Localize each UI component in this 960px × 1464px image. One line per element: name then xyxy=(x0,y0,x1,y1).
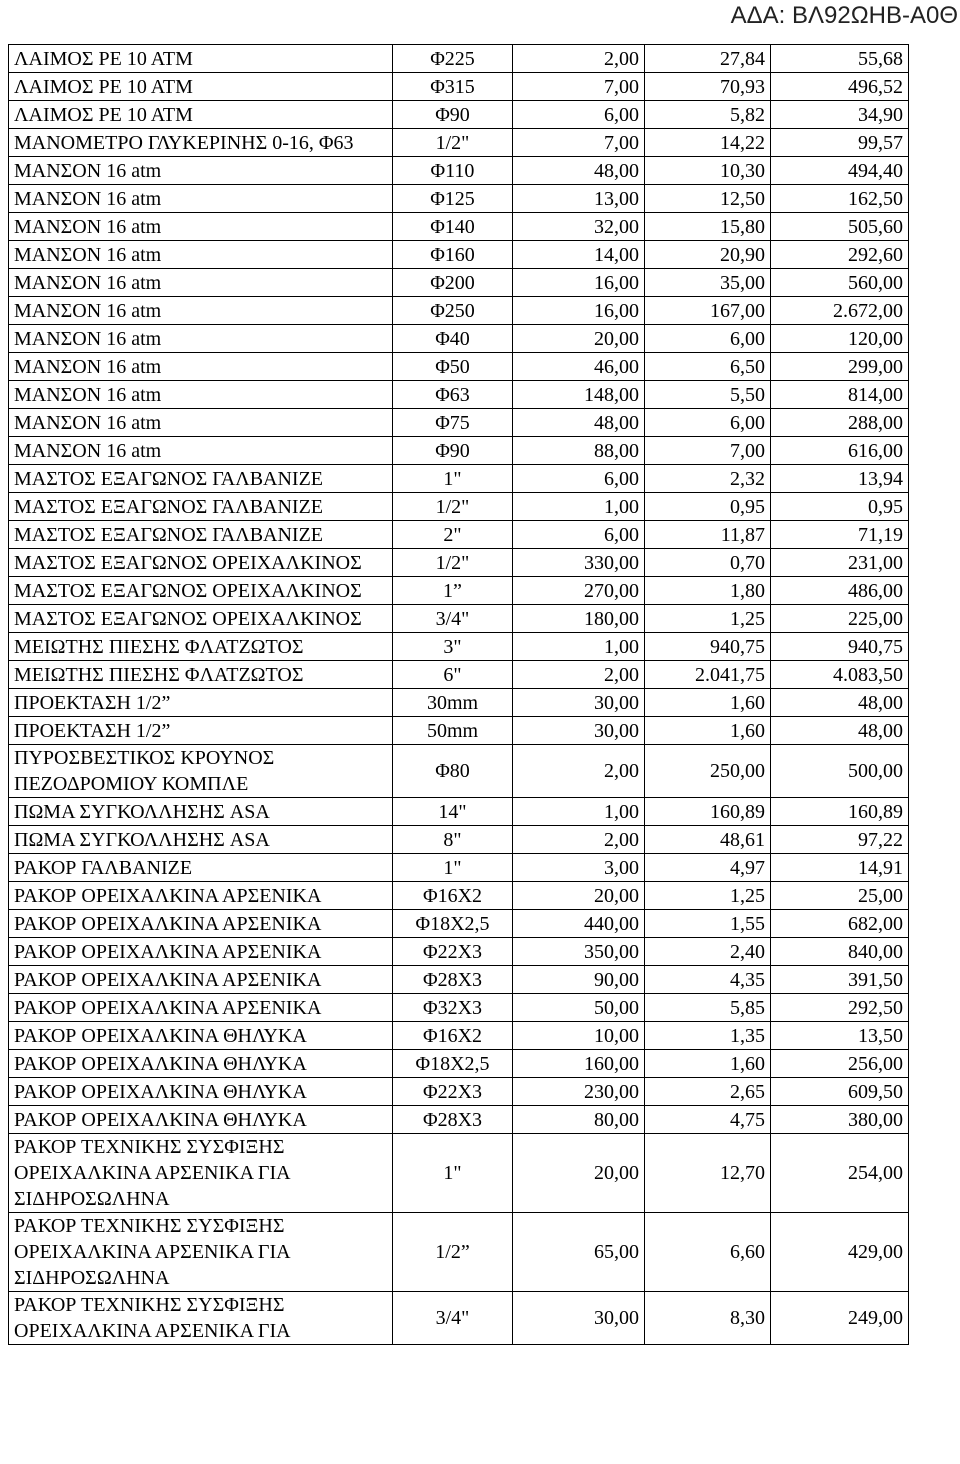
item-unit-price: 12,70 xyxy=(645,1134,771,1213)
item-quantity: 14,00 xyxy=(513,241,645,269)
item-total: 505,60 xyxy=(771,213,909,241)
item-quantity: 30,00 xyxy=(513,689,645,717)
item-quantity: 2,00 xyxy=(513,745,645,798)
item-total: 292,60 xyxy=(771,241,909,269)
item-total: 13,50 xyxy=(771,1022,909,1050)
item-dimension: Φ18Χ2,5 xyxy=(393,1050,513,1078)
item-dimension: 1" xyxy=(393,465,513,493)
item-quantity: 48,00 xyxy=(513,409,645,437)
item-dimension: 1/2" xyxy=(393,549,513,577)
item-total: 99,57 xyxy=(771,129,909,157)
item-description: ΜΑΝΣΟΝ 16 atm xyxy=(9,381,393,409)
item-description: ΠΥΡΟΣΒΕΣΤΙΚΟΣ ΚΡΟΥΝΟΣ ΠΕΖΟΔΡΟΜΙΟΥ ΚΟΜΠΛΕ xyxy=(9,745,393,798)
item-unit-price: 6,50 xyxy=(645,353,771,381)
item-description: ΜΑΝΣΟΝ 16 atm xyxy=(9,185,393,213)
item-unit-price: 1,60 xyxy=(645,689,771,717)
item-description: ΜΕΙΩΤΗΣ ΠΙΕΣΗΣ ΦΛΑΤΖΩΤΟΣ xyxy=(9,661,393,689)
item-dimension: Φ250 xyxy=(393,297,513,325)
item-dimension: 1" xyxy=(393,1134,513,1213)
table-row xyxy=(9,297,909,325)
item-unit-price: 940,75 xyxy=(645,633,771,661)
item-description: ΜΑΣΤΟΣ ΕΞΑΓΩΝΟΣ ΟΡΕΙΧΑΛΚΙΝΟΣ xyxy=(9,577,393,605)
item-total: 299,00 xyxy=(771,353,909,381)
item-quantity: 160,00 xyxy=(513,1050,645,1078)
table-row xyxy=(9,465,909,493)
item-total: 225,00 xyxy=(771,605,909,633)
item-dimension: Φ22Χ3 xyxy=(393,1078,513,1106)
item-quantity: 270,00 xyxy=(513,577,645,605)
item-description: ΜΑΣΤΟΣ ΕΞΑΓΩΝΟΣ ΟΡΕΙΧΑΛΚΙΝΟΣ xyxy=(9,549,393,577)
item-quantity: 30,00 xyxy=(513,717,645,745)
item-description: ΡΑΚΟΡ ΤΕΧΝΙΚΗΣ ΣΥΣΦΙΞΗΣ ΟΡΕΙΧΑΛΚΙΝΑ ΑΡΣΕΝΙΚΑ ΓΙΑ ΣΙΔΗΡΟΣΩΛΗΝΑ xyxy=(9,1213,393,1292)
item-dimension: Φ18Χ2,5 xyxy=(393,910,513,938)
item-quantity: 7,00 xyxy=(513,129,645,157)
item-total: 34,90 xyxy=(771,101,909,129)
item-total: 429,00 xyxy=(771,1213,909,1292)
table-row xyxy=(9,689,909,717)
item-dimension: Φ315 xyxy=(393,73,513,101)
table-row xyxy=(9,577,909,605)
item-description: ΜΑΝΣΟΝ 16 atm xyxy=(9,213,393,241)
table-row xyxy=(9,269,909,297)
item-quantity: 46,00 xyxy=(513,353,645,381)
item-total: 25,00 xyxy=(771,882,909,910)
item-quantity: 20,00 xyxy=(513,325,645,353)
table-row xyxy=(9,1022,909,1050)
item-dimension: 2" xyxy=(393,521,513,549)
item-total: 0,95 xyxy=(771,493,909,521)
item-dimension: Φ16Χ2 xyxy=(393,1022,513,1050)
table-row xyxy=(9,45,909,73)
item-quantity: 1,00 xyxy=(513,798,645,826)
item-unit-price: 2,32 xyxy=(645,465,771,493)
item-description: ΜΑΣΤΟΣ ΕΞΑΓΩΝΟΣ ΓΑΛΒΑΝΙΖΕ xyxy=(9,493,393,521)
item-total: 560,00 xyxy=(771,269,909,297)
item-total: 288,00 xyxy=(771,409,909,437)
item-description: ΜΑΝΣΟΝ 16 atm xyxy=(9,269,393,297)
item-description: ΜΑΣΤΟΣ ΕΞΑΓΩΝΟΣ ΓΑΛΒΑΝΙΖΕ xyxy=(9,521,393,549)
item-total: 500,00 xyxy=(771,745,909,798)
item-unit-price: 5,50 xyxy=(645,381,771,409)
item-quantity: 90,00 xyxy=(513,966,645,994)
table-row xyxy=(9,437,909,465)
item-unit-price: 48,61 xyxy=(645,826,771,854)
table-row xyxy=(9,381,909,409)
item-quantity: 3,00 xyxy=(513,854,645,882)
item-unit-price: 8,30 xyxy=(645,1292,771,1345)
item-quantity: 350,00 xyxy=(513,938,645,966)
item-description: ΜΑΝΣΟΝ 16 atm xyxy=(9,241,393,269)
item-unit-price: 2,65 xyxy=(645,1078,771,1106)
item-total: 120,00 xyxy=(771,325,909,353)
item-description: ΡΑΚΟΡ ΟΡΕΙΧΑΛΚΙΝΑ ΑΡΣΕΝΙΚΑ xyxy=(9,966,393,994)
item-dimension: Φ225 xyxy=(393,45,513,73)
item-dimension: Φ75 xyxy=(393,409,513,437)
item-quantity: 65,00 xyxy=(513,1213,645,1292)
item-dimension: 50mm xyxy=(393,717,513,745)
item-unit-price: 11,87 xyxy=(645,521,771,549)
item-total: 391,50 xyxy=(771,966,909,994)
item-total: 840,00 xyxy=(771,938,909,966)
table-row xyxy=(9,241,909,269)
item-quantity: 80,00 xyxy=(513,1106,645,1134)
item-description: ΡΑΚΟΡ ΟΡΕΙΧΑΛΚΙΝΑ ΘΗΛΥΚΑ xyxy=(9,1022,393,1050)
item-unit-price: 5,85 xyxy=(645,994,771,1022)
item-dimension: 1/2" xyxy=(393,129,513,157)
item-quantity: 148,00 xyxy=(513,381,645,409)
item-total: 162,50 xyxy=(771,185,909,213)
item-total: 48,00 xyxy=(771,717,909,745)
item-dimension: Φ125 xyxy=(393,185,513,213)
table-row xyxy=(9,854,909,882)
item-description: ΡΑΚΟΡ ΟΡΕΙΧΑΛΚΙΝΑ ΑΡΣΕΝΙΚΑ xyxy=(9,994,393,1022)
item-dimension: 30mm xyxy=(393,689,513,717)
item-description: ΜΑΝΟΜΕΤΡΟ ΓΛΥΚΕΡΙΝΗΣ 0-16, Φ63 xyxy=(9,129,393,157)
item-unit-price: 4,97 xyxy=(645,854,771,882)
item-total: 231,00 xyxy=(771,549,909,577)
item-description: ΡΑΚΟΡ ΟΡΕΙΧΑΛΚΙΝΑ ΘΗΛΥΚΑ xyxy=(9,1078,393,1106)
item-quantity: 20,00 xyxy=(513,1134,645,1213)
price-table-body xyxy=(9,45,909,1345)
item-total: 494,40 xyxy=(771,157,909,185)
item-description: ΡΑΚΟΡ ΟΡΕΙΧΑΛΚΙΝΑ ΑΡΣΕΝΙΚΑ xyxy=(9,882,393,910)
price-table xyxy=(8,44,909,1345)
item-dimension: 8" xyxy=(393,826,513,854)
table-row xyxy=(9,938,909,966)
table-row xyxy=(9,409,909,437)
item-description: ΛΑΙΜΟΣ PE 10 ATM xyxy=(9,101,393,129)
item-unit-price: 1,25 xyxy=(645,882,771,910)
table-row xyxy=(9,185,909,213)
item-quantity: 16,00 xyxy=(513,297,645,325)
item-dimension: Φ22Χ3 xyxy=(393,938,513,966)
item-description: ΜΑΝΣΟΝ 16 atm xyxy=(9,353,393,381)
table-row xyxy=(9,1106,909,1134)
item-dimension: Φ80 xyxy=(393,745,513,798)
item-total: 55,68 xyxy=(771,45,909,73)
item-quantity: 48,00 xyxy=(513,157,645,185)
table-row xyxy=(9,1078,909,1106)
item-unit-price: 160,89 xyxy=(645,798,771,826)
item-quantity: 330,00 xyxy=(513,549,645,577)
ada-code: ΑΔΑ: ΒΛ92ΩΗΒ-Α0Θ xyxy=(730,2,958,29)
item-quantity: 20,00 xyxy=(513,882,645,910)
item-description: ΛΑΙΜΟΣ PE 10 ATM xyxy=(9,45,393,73)
item-total: 496,52 xyxy=(771,73,909,101)
item-description: ΠΩΜΑ ΣΥΓΚΟΛΛΗΣΗΣ ASA xyxy=(9,798,393,826)
item-dimension: Φ63 xyxy=(393,381,513,409)
item-description: ΜΑΝΣΟΝ 16 atm xyxy=(9,325,393,353)
item-quantity: 50,00 xyxy=(513,994,645,1022)
item-dimension: Φ16Χ2 xyxy=(393,882,513,910)
item-description: ΡΑΚΟΡ ΤΕΧΝΙΚΗΣ ΣΥΣΦΙΞΗΣ ΟΡΕΙΧΑΛΚΙΝΑ ΑΡΣΕΝΙΚΑ ΓΙΑ ΣΙΔΗΡΟΣΩΛΗΝΑ xyxy=(9,1134,393,1213)
item-dimension: 3/4" xyxy=(393,605,513,633)
item-total: 160,89 xyxy=(771,798,909,826)
item-unit-price: 6,00 xyxy=(645,409,771,437)
table-row xyxy=(9,521,909,549)
item-quantity: 13,00 xyxy=(513,185,645,213)
item-unit-price: 20,90 xyxy=(645,241,771,269)
item-description: ΜΑΝΣΟΝ 16 atm xyxy=(9,437,393,465)
item-description: ΠΡΟΕΚΤΑΣΗ 1/2” xyxy=(9,717,393,745)
item-quantity: 230,00 xyxy=(513,1078,645,1106)
item-description: ΜΑΝΣΟΝ 16 atm xyxy=(9,297,393,325)
item-total: 249,00 xyxy=(771,1292,909,1345)
item-description: ΜΑΝΣΟΝ 16 atm xyxy=(9,409,393,437)
item-unit-price: 14,22 xyxy=(645,129,771,157)
item-total: 4.083,50 xyxy=(771,661,909,689)
item-dimension: Φ90 xyxy=(393,101,513,129)
item-quantity: 1,00 xyxy=(513,493,645,521)
item-dimension: Φ40 xyxy=(393,325,513,353)
item-dimension: Φ32Χ3 xyxy=(393,994,513,1022)
item-quantity: 30,00 xyxy=(513,1292,645,1345)
table-row xyxy=(9,605,909,633)
table-row xyxy=(9,1292,909,1345)
item-description: ΛΑΙΜΟΣ PE 10 ATM xyxy=(9,73,393,101)
item-unit-price: 4,75 xyxy=(645,1106,771,1134)
item-unit-price: 12,50 xyxy=(645,185,771,213)
item-unit-price: 6,00 xyxy=(645,325,771,353)
item-quantity: 6,00 xyxy=(513,101,645,129)
item-description: ΜΑΣΤΟΣ ΕΞΑΓΩΝΟΣ ΟΡΕΙΧΑΛΚΙΝΟΣ xyxy=(9,605,393,633)
item-total: 48,00 xyxy=(771,689,909,717)
item-unit-price: 6,60 xyxy=(645,1213,771,1292)
item-dimension: Φ160 xyxy=(393,241,513,269)
item-dimension: 14" xyxy=(393,798,513,826)
item-dimension: 1” xyxy=(393,577,513,605)
item-total: 292,50 xyxy=(771,994,909,1022)
item-quantity: 2,00 xyxy=(513,661,645,689)
item-unit-price: 35,00 xyxy=(645,269,771,297)
table-row xyxy=(9,745,909,798)
item-total: 97,22 xyxy=(771,826,909,854)
item-description: ΠΡΟΕΚΤΑΣΗ 1/2” xyxy=(9,689,393,717)
item-unit-price: 167,00 xyxy=(645,297,771,325)
table-row xyxy=(9,213,909,241)
item-quantity: 440,00 xyxy=(513,910,645,938)
item-total: 13,94 xyxy=(771,465,909,493)
item-description: ΜΑΝΣΟΝ 16 atm xyxy=(9,157,393,185)
item-description: ΡΑΚΟΡ ΤΕΧΝΙΚΗΣ ΣΥΣΦΙΞΗΣ ΟΡΕΙΧΑΛΚΙΝΑ ΑΡΣΕΝΙΚΑ ΓΙΑ xyxy=(9,1292,393,1345)
item-dimension: Φ50 xyxy=(393,353,513,381)
item-unit-price: 1,60 xyxy=(645,717,771,745)
item-dimension: Φ28Χ3 xyxy=(393,1106,513,1134)
item-quantity: 16,00 xyxy=(513,269,645,297)
item-dimension: 1/2” xyxy=(393,1213,513,1292)
item-unit-price: 15,80 xyxy=(645,213,771,241)
table-row xyxy=(9,826,909,854)
table-row xyxy=(9,717,909,745)
item-dimension: 6" xyxy=(393,661,513,689)
table-row xyxy=(9,101,909,129)
table-row xyxy=(9,1050,909,1078)
table-row xyxy=(9,1213,909,1292)
item-description: ΠΩΜΑ ΣΥΓΚΟΛΛΗΣΗΣ ASA xyxy=(9,826,393,854)
item-description: ΡΑΚΟΡ ΟΡΕΙΧΑΛΚΙΝΑ ΑΡΣΕΝΙΚΑ xyxy=(9,910,393,938)
table-row xyxy=(9,157,909,185)
item-unit-price: 0,70 xyxy=(645,549,771,577)
item-unit-price: 2.041,75 xyxy=(645,661,771,689)
item-description: ΡΑΚΟΡ ΟΡΕΙΧΑΛΚΙΝΑ ΘΗΛΥΚΑ xyxy=(9,1050,393,1078)
item-unit-price: 1,35 xyxy=(645,1022,771,1050)
item-quantity: 88,00 xyxy=(513,437,645,465)
item-quantity: 6,00 xyxy=(513,465,645,493)
item-unit-price: 4,35 xyxy=(645,966,771,994)
item-quantity: 2,00 xyxy=(513,826,645,854)
item-total: 256,00 xyxy=(771,1050,909,1078)
item-dimension: Φ28Χ3 xyxy=(393,966,513,994)
item-unit-price: 250,00 xyxy=(645,745,771,798)
item-unit-price: 1,60 xyxy=(645,1050,771,1078)
table-row xyxy=(9,994,909,1022)
item-total: 682,00 xyxy=(771,910,909,938)
item-unit-price: 70,93 xyxy=(645,73,771,101)
item-dimension: Φ110 xyxy=(393,157,513,185)
item-unit-price: 1,80 xyxy=(645,577,771,605)
item-unit-price: 1,25 xyxy=(645,605,771,633)
item-quantity: 7,00 xyxy=(513,73,645,101)
item-total: 254,00 xyxy=(771,1134,909,1213)
item-dimension: 1" xyxy=(393,854,513,882)
item-unit-price: 1,55 xyxy=(645,910,771,938)
item-total: 609,50 xyxy=(771,1078,909,1106)
table-row xyxy=(9,325,909,353)
item-dimension: Φ140 xyxy=(393,213,513,241)
item-description: ΡΑΚΟΡ ΟΡΕΙΧΑΛΚΙΝΑ ΑΡΣΕΝΙΚΑ xyxy=(9,938,393,966)
item-dimension: 3/4" xyxy=(393,1292,513,1345)
item-quantity: 32,00 xyxy=(513,213,645,241)
item-unit-price: 5,82 xyxy=(645,101,771,129)
table-row xyxy=(9,882,909,910)
item-description: ΜΕΙΩΤΗΣ ΠΙΕΣΗΣ ΦΛΑΤΖΩΤΟΣ xyxy=(9,633,393,661)
item-total: 616,00 xyxy=(771,437,909,465)
item-total: 940,75 xyxy=(771,633,909,661)
item-total: 380,00 xyxy=(771,1106,909,1134)
item-total: 814,00 xyxy=(771,381,909,409)
item-unit-price: 0,95 xyxy=(645,493,771,521)
item-total: 14,91 xyxy=(771,854,909,882)
table-row xyxy=(9,633,909,661)
item-dimension: 1/2" xyxy=(393,493,513,521)
item-description: ΡΑΚΟΡ ΓΑΛΒΑΝΙΖΕ xyxy=(9,854,393,882)
table-row xyxy=(9,798,909,826)
table-row xyxy=(9,910,909,938)
item-quantity: 2,00 xyxy=(513,45,645,73)
item-description: ΡΑΚΟΡ ΟΡΕΙΧΑΛΚΙΝΑ ΘΗΛΥΚΑ xyxy=(9,1106,393,1134)
item-dimension: Φ90 xyxy=(393,437,513,465)
item-quantity: 180,00 xyxy=(513,605,645,633)
item-quantity: 1,00 xyxy=(513,633,645,661)
table-row xyxy=(9,549,909,577)
table-row xyxy=(9,353,909,381)
table-row xyxy=(9,966,909,994)
item-quantity: 6,00 xyxy=(513,521,645,549)
item-total: 2.672,00 xyxy=(771,297,909,325)
item-dimension: Φ200 xyxy=(393,269,513,297)
item-unit-price: 27,84 xyxy=(645,45,771,73)
table-row xyxy=(9,73,909,101)
item-total: 71,19 xyxy=(771,521,909,549)
item-description: ΜΑΣΤΟΣ ΕΞΑΓΩΝΟΣ ΓΑΛΒΑΝΙΖΕ xyxy=(9,465,393,493)
item-dimension: 3" xyxy=(393,633,513,661)
item-unit-price: 2,40 xyxy=(645,938,771,966)
item-quantity: 10,00 xyxy=(513,1022,645,1050)
item-total: 486,00 xyxy=(771,577,909,605)
item-unit-price: 7,00 xyxy=(645,437,771,465)
table-row xyxy=(9,129,909,157)
table-row xyxy=(9,1134,909,1213)
item-unit-price: 10,30 xyxy=(645,157,771,185)
table-row xyxy=(9,493,909,521)
table-row xyxy=(9,661,909,689)
